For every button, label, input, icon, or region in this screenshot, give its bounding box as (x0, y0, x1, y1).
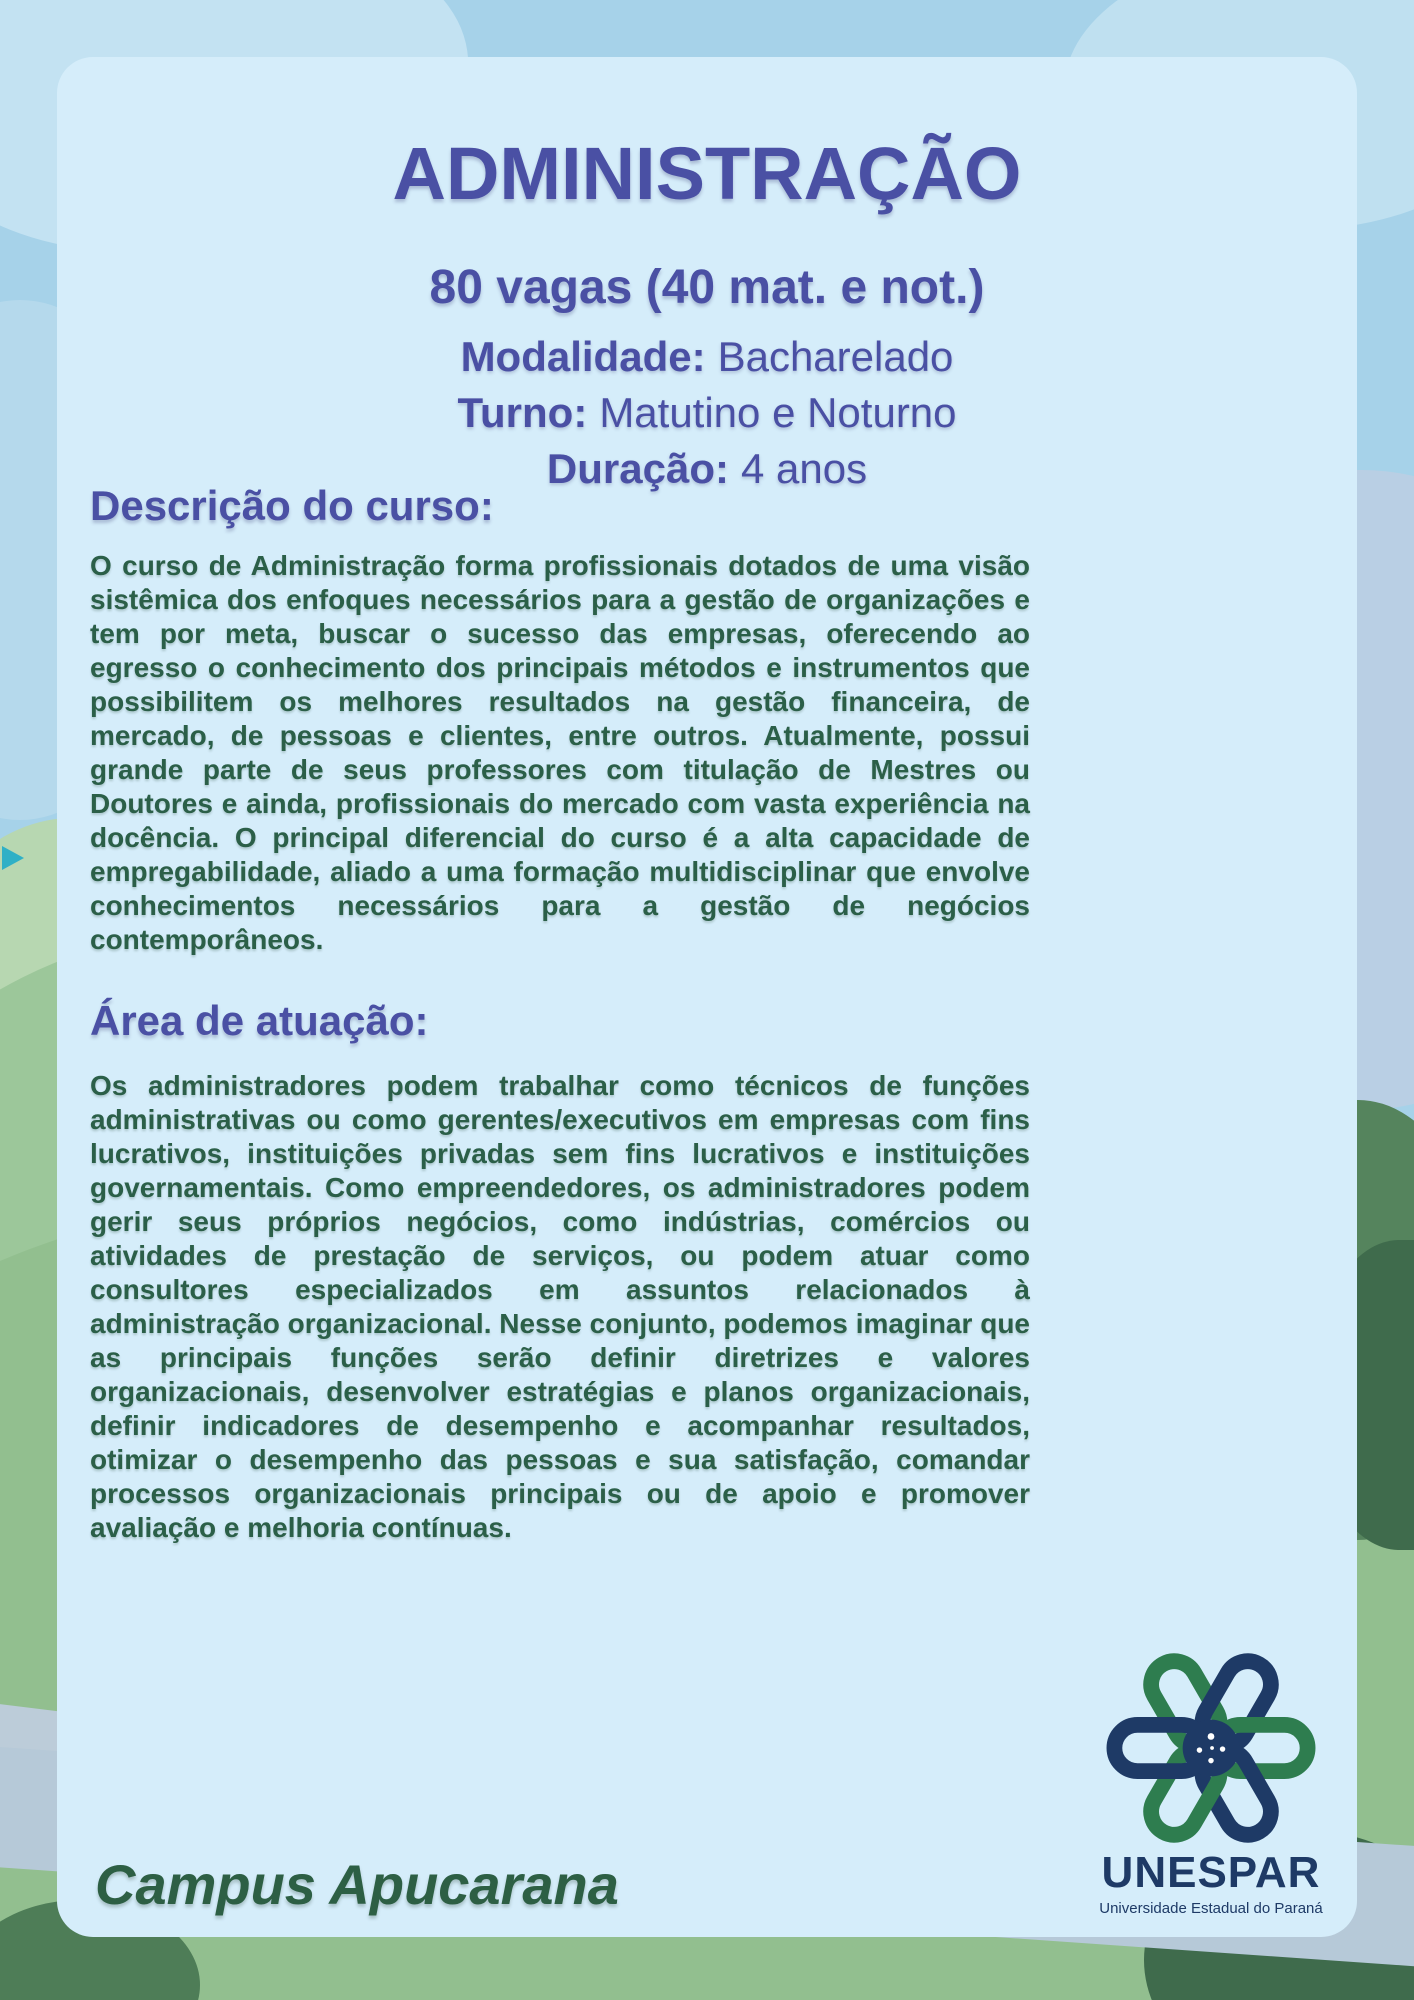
course-vacancies: 80 vagas (40 mat. e not.) (429, 261, 985, 315)
course-card (57, 57, 1357, 1937)
course-details (57, 329, 1357, 497)
section-heading-area-atuacao: Área de atuação: (90, 997, 429, 1044)
unespar-wordmark: UNESPAR (1101, 1848, 1321, 1897)
section-body-descricao: O curso de Administração forma profissionais dotados de uma visão sistêmica dos enfoques necessários para a gestão de organizações e tem por meta, buscar o sucesso das empresas, oferecendo ao egresso o conhecimento dos principais métodos e instrumentos que possibilitem os melhores resultados na gestão financeira, de mercado, de pessoas e clientes, entre outros. Atualmente, possui grande parte de seus professores com titulação de Mestres ou Doutores e ainda, profissionais do mercado com vasta experiência na docência. O principal diferencial do curso é a alta capacidade de empregabilidade, aliado a uma formação multidisciplinar que envolve conhecimentos necessários para a gestão de negócios contemporâneos. (90, 550, 1030, 955)
campus-name: Campus Apucarana (95, 1853, 619, 1916)
detail-value: 4 anos (740, 445, 868, 493)
section-body-area-atuacao: Os administradores podem trabalhar como técnicos de funções administrativas ou como gerentes/executivos em empresas com fins lucrativos, instituições privadas sem fins lucrativos e instituições governamentais. Como empreendedores, os administradores podem gerir seus próprios negócios, como indústrias, comércios ou atividades de prestação de serviços, ou podem atuar como consultores especializados em assuntos relacionados à administração organizacional. Nesse conjunto, podemos imaginar que as principais funções serão definir diretrizes e valores organizacionais, desenvolver estratégias e planos organizacionais, definir indicadores de desempenho e acompanhar resultados, otimizar o desempenho das pessoas e sua satisfação, comandar processos organizacionais principais ou de apoio e promover avaliação e melhoria contínuas. (90, 1070, 1030, 1543)
detail-value: Bacharelado (717, 333, 954, 381)
detail-value: Matutino e Noturno (599, 389, 957, 437)
detail-modalidade (57, 329, 1357, 385)
unespar-logo (1091, 1642, 1331, 1917)
course-title: ADMINISTRAÇÃO (392, 131, 1022, 215)
bird-shape (2, 846, 24, 870)
detail-label: Modalidade: (460, 333, 706, 381)
detail-label: Duração: (546, 445, 729, 493)
detail-label: Turno: (457, 389, 588, 437)
detail-turno (57, 385, 1357, 441)
unespar-knot-icon (1106, 1642, 1316, 1854)
section-heading-descricao: Descrição do curso: (90, 482, 494, 529)
unespar-fullname: Universidade Estadual do Paraná (1099, 1900, 1323, 1917)
course-header (57, 87, 1357, 497)
